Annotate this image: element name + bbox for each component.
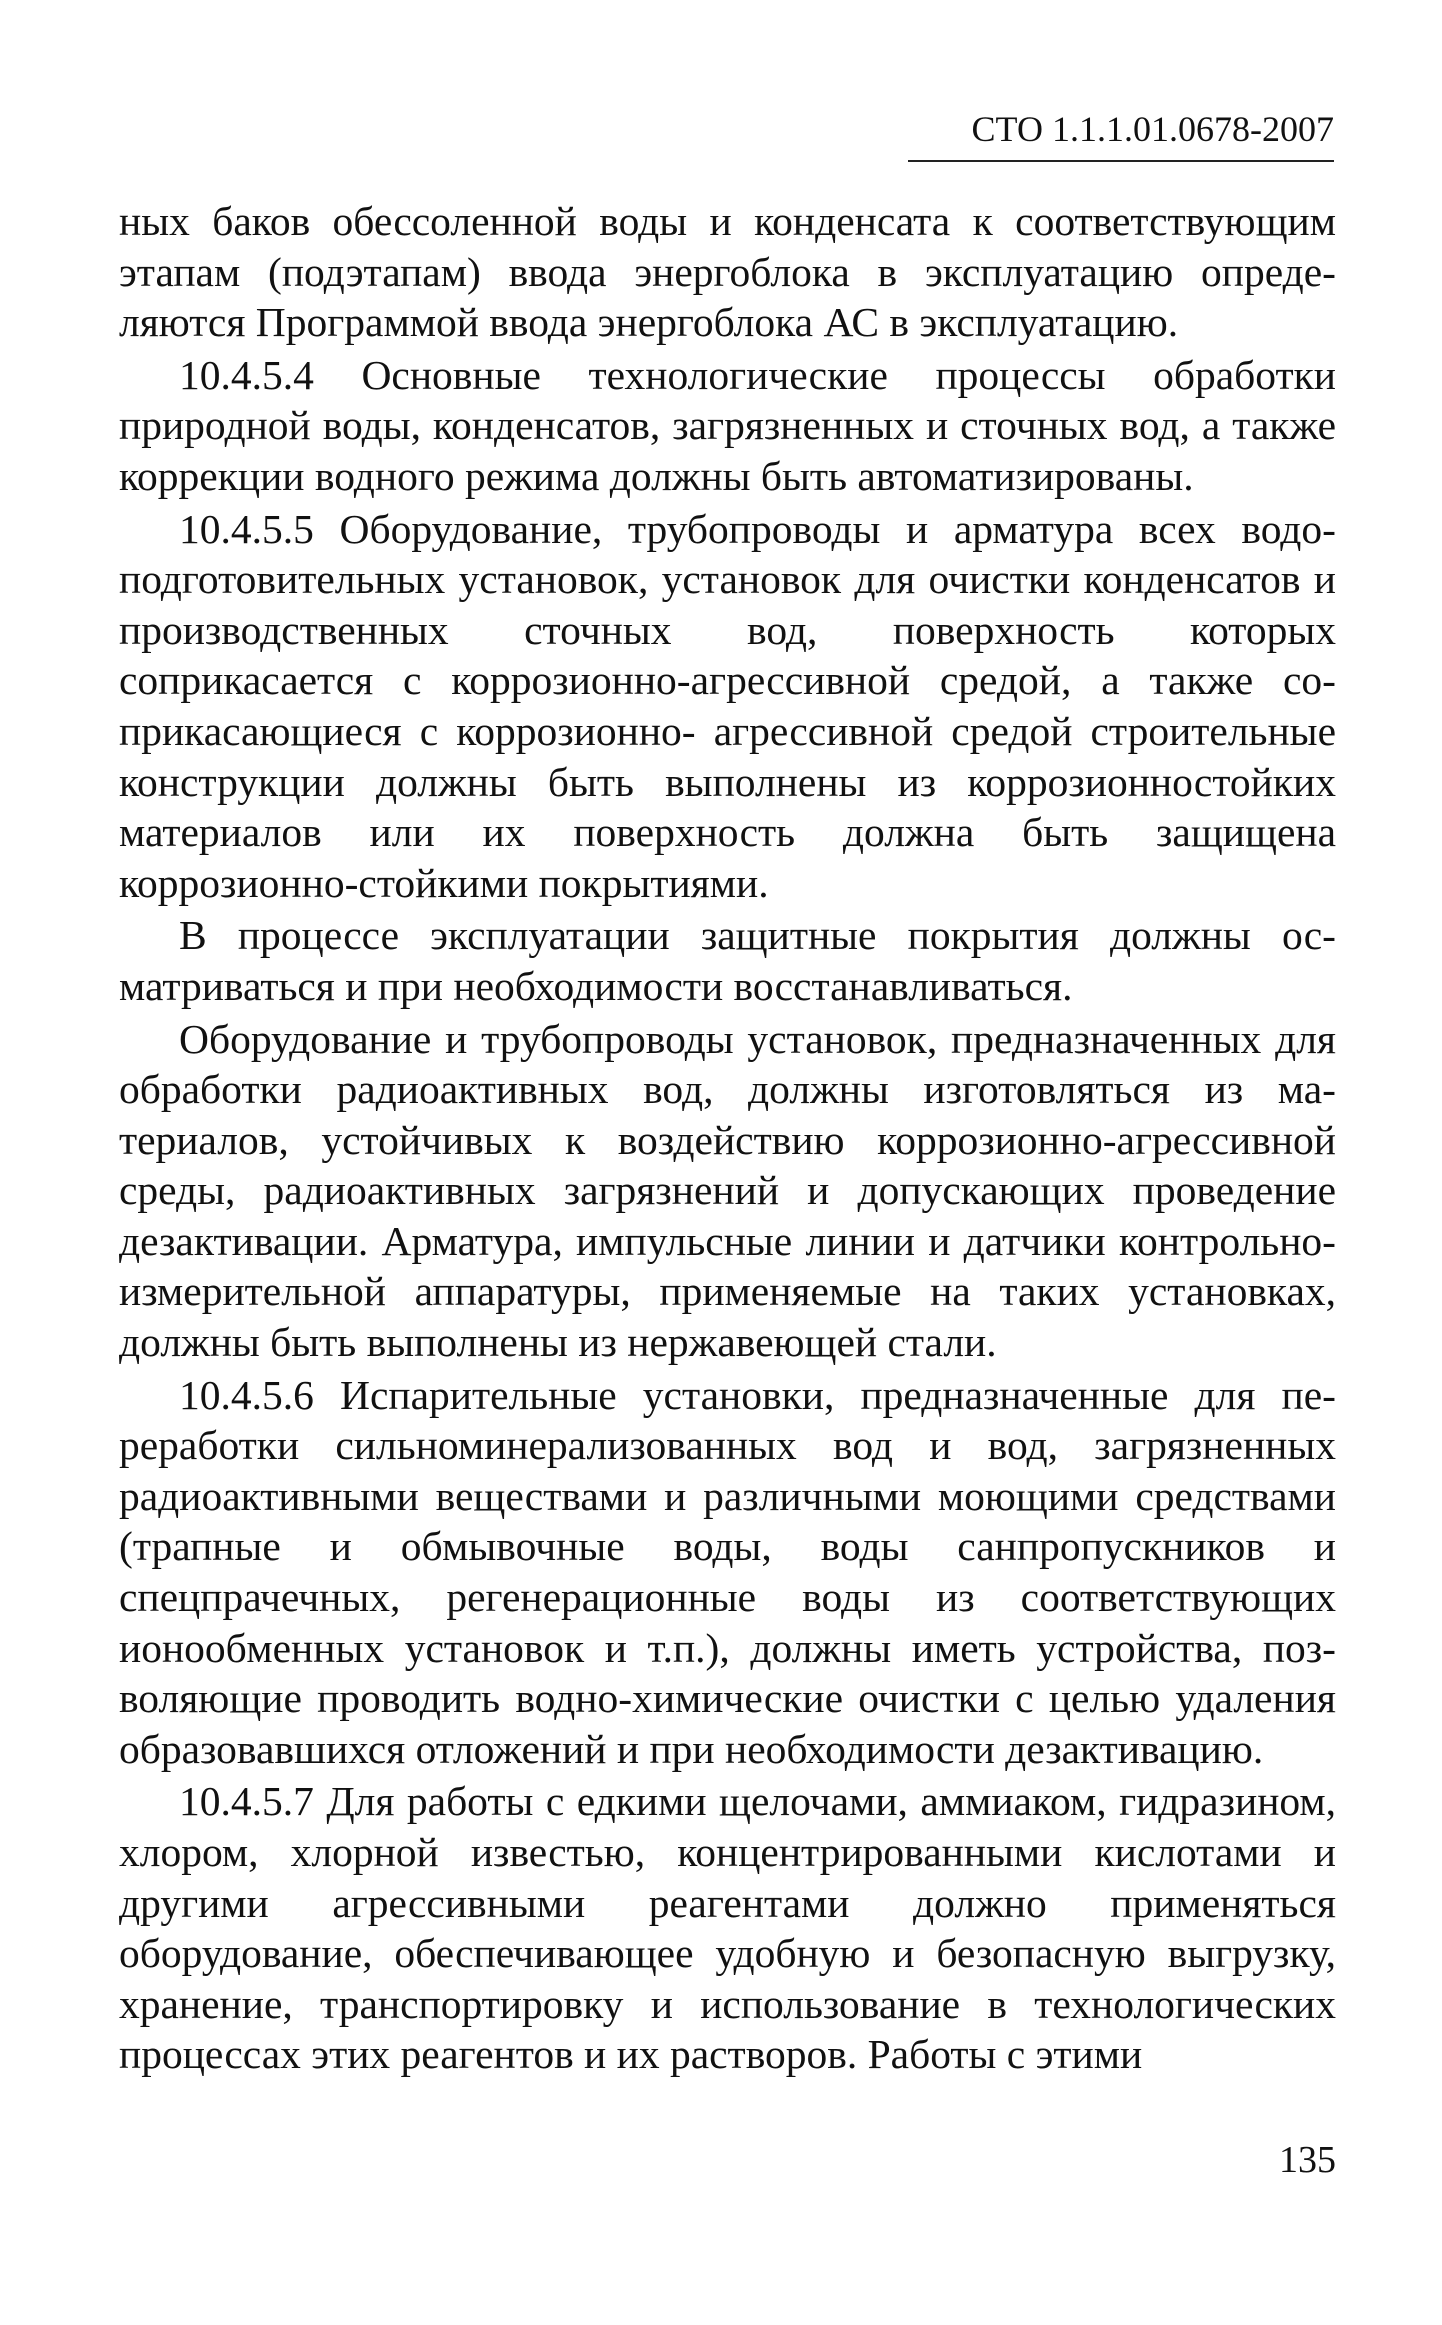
paragraph-continuation: ных баков обессоленной воды и конденсата к соответствующим этапам (подэтапам) ввода энергоблока в эксплуатацию определяются Программой ввода энергоблока АС в эксплуатацию. — [119, 198, 1336, 346]
paragraph-10-4-5-4: 10.4.5.4 Основные технологические процессы обработки природной воды, конденсатов, загрязненных и сточных вод, а также коррекции водного режима должны быть автоматизированы. — [119, 351, 1336, 499]
document-code-header: СТО 1.1.1.01.0678-2007 — [908, 108, 1334, 162]
paragraph-10-4-5-7: 10.4.5.7 Для работы с едкими щелочами, аммиаком, гидразином, хлором, хлорной известью, концентрированными кислотами и другими агрессивными реагентами должно применяться оборудование, обеспечивающее удобную и безопасную выгрузку, хранение, транспортировку и использование в технологических процессах этих реагентов и их растворов. Работы с этими — [119, 1778, 1336, 2078]
paragraph-protective-coatings: В процессе эксплуатации защитные покрытия должны осматриваться и при необходимости восстанавливаться. — [119, 912, 1336, 1009]
paragraph-10-4-5-6: 10.4.5.6 Испарительные установки, предназначенные для переработки сильноминерализованных вод и вод, загрязненных радиоактивными веществами и различными моющими средствами (трапные и обмывочные воды, воды санпропускников и спецпрачечных, регенерационные воды из соответствующих ионообменных установок и т.п.), должны иметь устройства, позволяющие проводить водно-химические очистки с целью удаления образовавшихся отложений и при необходимости дезактивацию. — [119, 1371, 1336, 1772]
paragraph-10-4-5-5: 10.4.5.5 Оборудование, трубопроводы и арматура всех водоподготовительных установок, установок для очистки конденсатов и производственных сточных вод, поверхность которых соприкасается с коррозионно-агрессивной средой, а также соприкасающиеся с коррозионно- агрессивной средой строительные конструкции должны быть выполнены из коррозионностойких материалов или их поверхность должна быть защищена коррозионно-стойкими покрытиями. — [119, 505, 1336, 906]
page-number: 135 — [1279, 2139, 1336, 2181]
document-body — [119, 196, 1336, 2082]
paragraph-radioactive-water-equipment: Оборудование и трубопроводы установок, предназначенных для обработки радиоактивных вод, должны изготовляться из материалов, устойчивых к воздействию коррозионно-агрессивной среды, радиоактивных загрязнений и допускающих проведение дезактивации. Арматура, импульсные линии и датчики контрольно-измерительной аппаратуры, применяемые на таких установках, должны быть выполнены из нержавеющей стали. — [119, 1015, 1336, 1366]
